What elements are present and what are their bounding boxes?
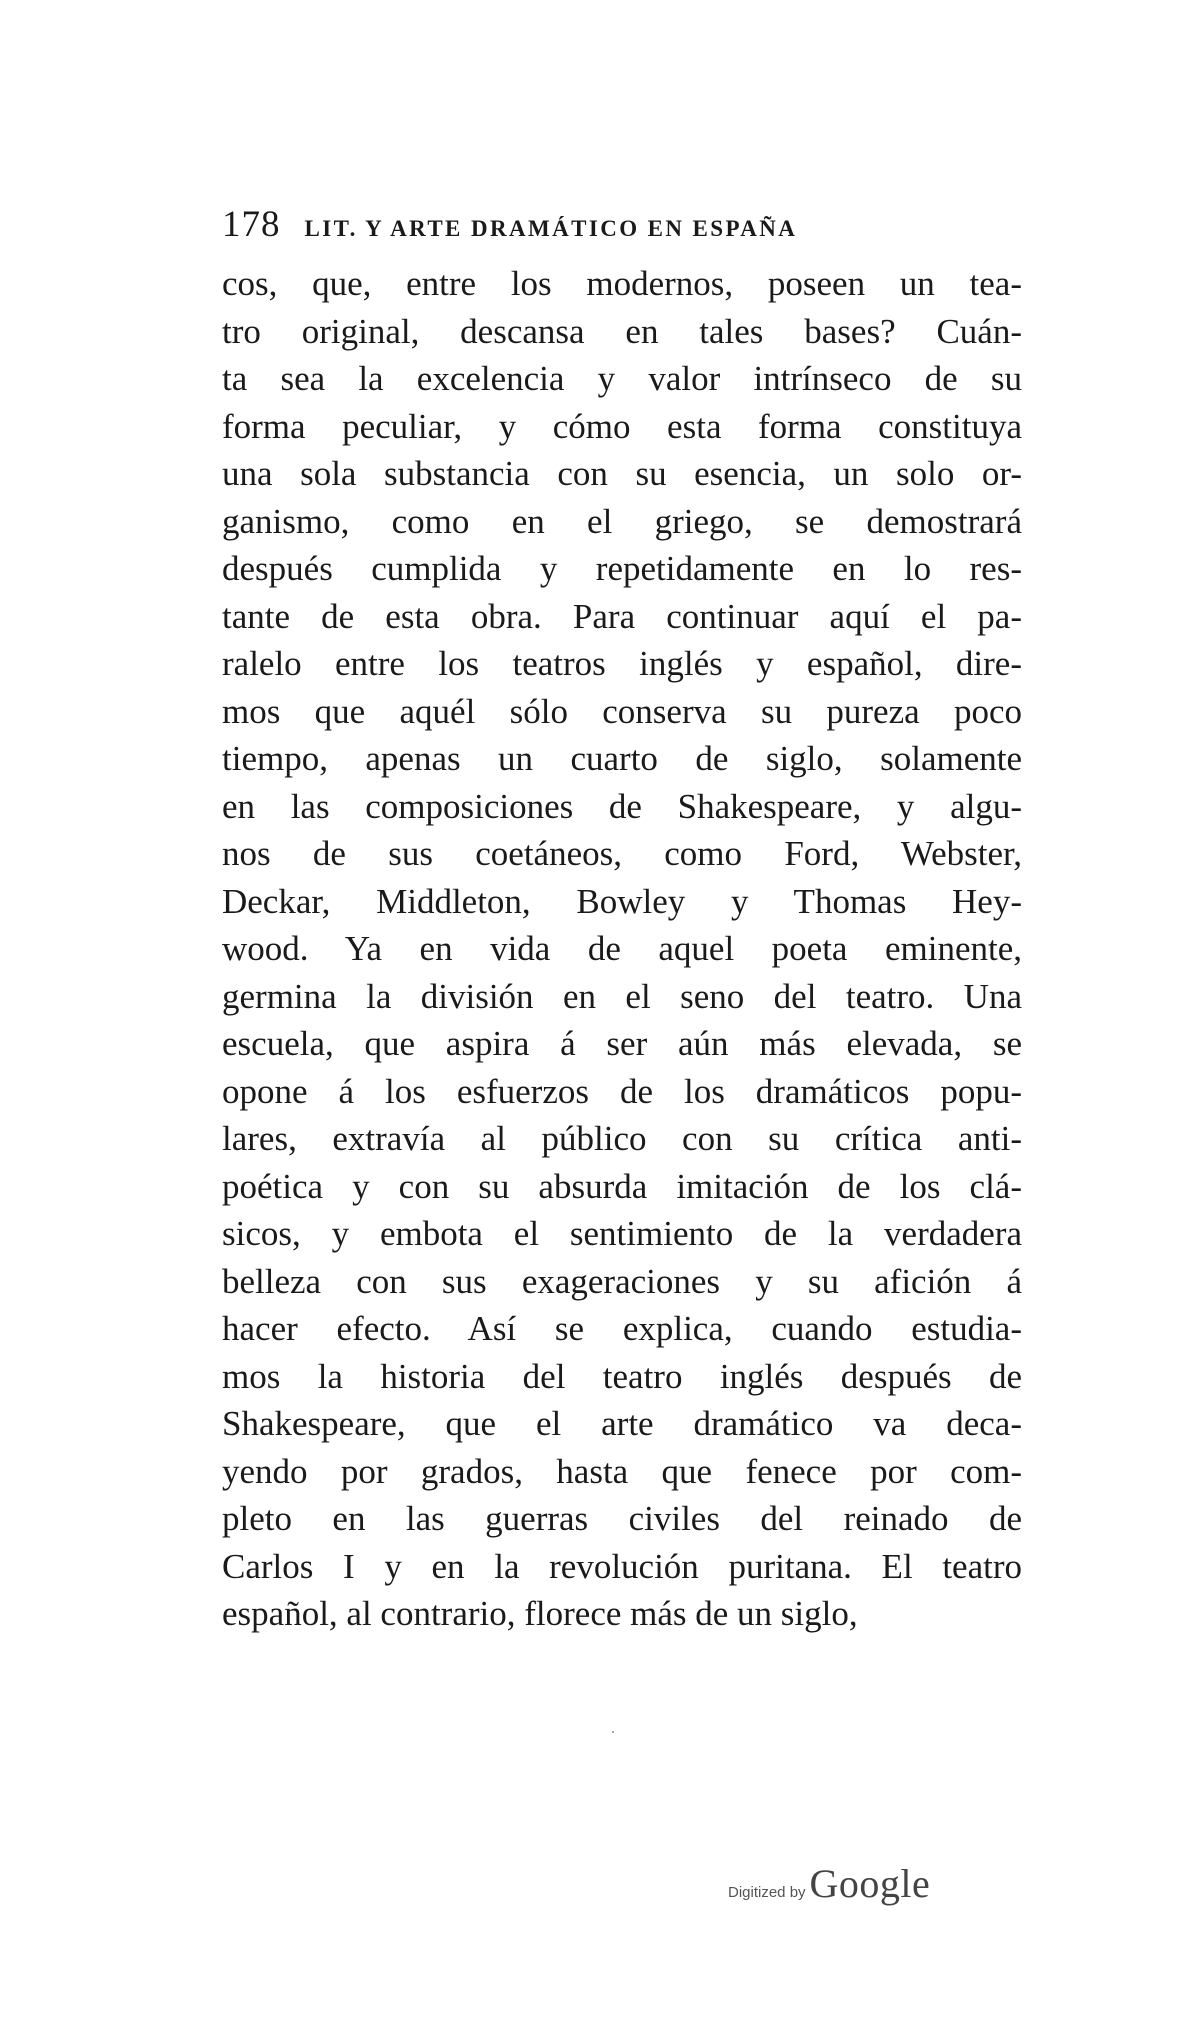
text-line: wood. Ya en vida de aquel poeta eminente, [222,929,1022,968]
text-line: tiempo, apenas un cuarto de siglo, solamente [222,739,1022,778]
text-line: belleza con sus exageraciones y su afición á [222,1261,1022,1301]
running-title: LIT. Y ARTE DRAMÁTICO EN ESPAÑA [304,216,798,241]
text-line: después cumplida y repetidamente en lo res- [222,549,1022,588]
text-line: nos de sus coetáneos, como Ford, Webster, [222,834,1022,873]
text-line: Shakespeare, que el arte dramático va deca- [222,1404,1022,1443]
text-line: ganismo, como en el griego, se demostrará [222,501,1022,541]
watermark-prefix: Digitized by [728,1884,806,1901]
text-line: pleto en las guerras civiles del reinado de [222,1499,1022,1538]
text-line: mos la historia del teatro inglés después de [222,1356,1022,1396]
text-line: hacer efecto. Así se explica, cuando estudia- [222,1309,1022,1348]
watermark-brand-logo: Google [809,1861,931,1906]
text-line: lares, extravía al público con su crítica anti- [222,1119,1022,1158]
ink-speck [612,1731,614,1733]
text-line: tante de esta obra. Para continuar aquí el pa- [222,596,1022,636]
text-line: poética y con su absurda imitación de los clá- [222,1166,1022,1206]
text-line: sicos, y embota el sentimiento de la verdadera [222,1214,1022,1253]
text-line: cos, que, entre los modernos, poseen un tea- [222,264,1022,303]
text-line: germina la división en el seno del teatro. Una [222,976,1022,1016]
text-line: Carlos I y en la revolución puritana. El teatro [222,1546,1022,1586]
text-line: escuela, que aspira á ser aún más elevada, se [222,1024,1022,1063]
running-head [222,203,1022,243]
text-line: tro original, descansa en tales bases? Cuán- [222,311,1022,351]
text-line: ta sea la excelencia y valor intrínseco de su [222,359,1022,398]
text-line: en las composiciones de Shakespeare, y algu- [222,786,1022,826]
text-line: una sola substancia con su esencia, un solo or- [222,454,1022,493]
text-line: forma peculiar, y cómo esta forma constituya [222,406,1022,446]
text-line: mos que aquél sólo conserva su pureza poco [222,691,1022,731]
text-line: español, al contrario, florece más de un siglo, [222,1594,858,1633]
body-text [222,260,1022,1638]
digitized-watermark [728,1860,930,1910]
text-line: Deckar, Middleton, Bowley y Thomas Hey- [222,881,1022,921]
text-line: opone á los esfuerzos de los dramáticos popu- [222,1071,1022,1111]
page-number: 178 [222,204,281,245]
text-line: ralelo entre los teatros inglés y español, dire- [222,644,1022,683]
text-line: yendo por grados, hasta que fenece por com- [222,1451,1022,1491]
